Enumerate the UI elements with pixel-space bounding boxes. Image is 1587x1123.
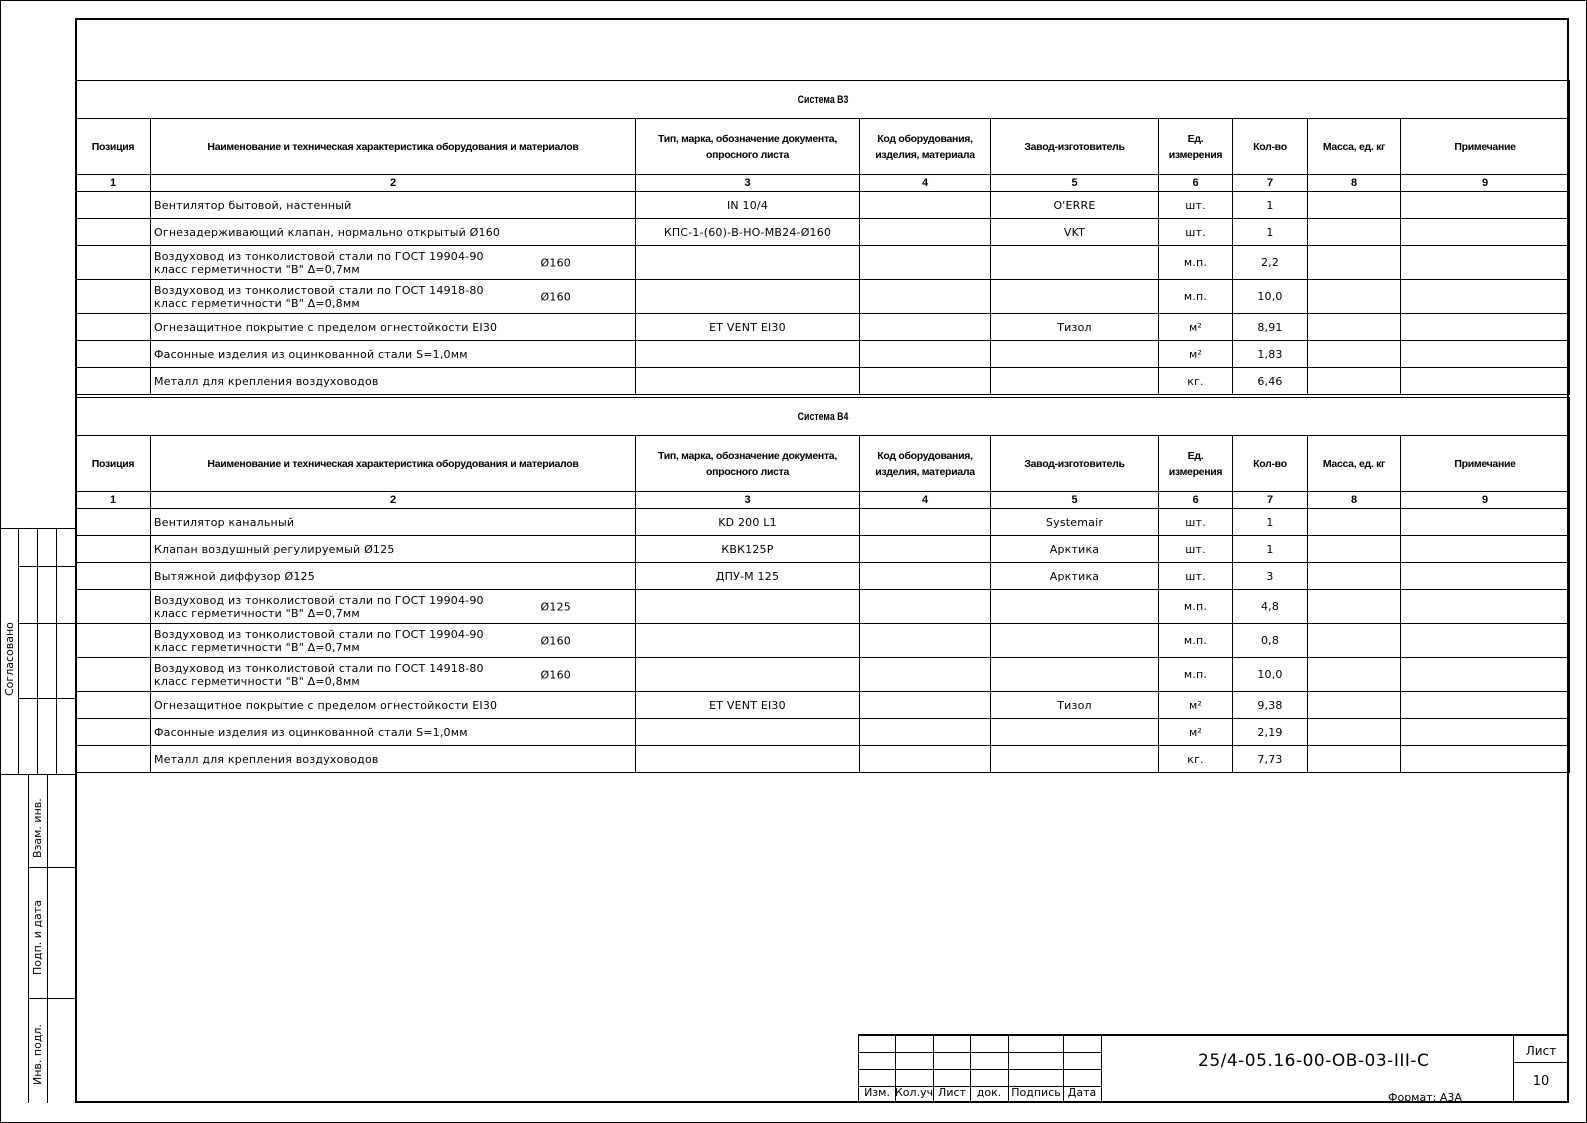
item-code — [860, 509, 991, 536]
item-unit: м² — [1159, 719, 1233, 746]
agreed-strip — [0, 528, 75, 774]
item-mass — [1308, 536, 1401, 563]
item-type: IN 10/4 — [636, 192, 860, 219]
column-header: Примечание — [1401, 436, 1570, 492]
item-mass — [1308, 746, 1401, 773]
column-header: Наименование и техническая характеристика оборудования и материалов — [151, 119, 636, 175]
item-name-text: Воздуховод из тонколистовой стали по ГОСТ 19904-90 класс герметичности "В" Δ=0,7мм — [154, 593, 484, 620]
item-type — [636, 719, 860, 746]
item-note — [1401, 536, 1570, 563]
column-header: Завод-изготовитель — [991, 436, 1159, 492]
column-number: 3 — [636, 492, 860, 509]
item-name — [151, 692, 636, 719]
item-maker: Systemair — [991, 509, 1159, 536]
item-mass — [1308, 692, 1401, 719]
item-name-text: Вентилятор канальный — [154, 515, 295, 529]
item-name-text: Вентилятор бытовой, настенный — [154, 198, 352, 212]
item-name-text: Металл для крепления воздуховодов — [154, 374, 379, 388]
item-quantity: 1 — [1233, 509, 1308, 536]
table-row — [76, 509, 1570, 536]
table-row — [76, 368, 1570, 395]
column-number: 9 — [1401, 492, 1570, 509]
table-row — [76, 246, 1570, 280]
position-cell — [76, 624, 151, 658]
position-cell — [76, 746, 151, 773]
item-name-text: Металл для крепления воздуховодов — [154, 752, 379, 766]
position-cell — [76, 509, 151, 536]
column-header: Тип, марка, обозначение документа, опросного листа — [636, 436, 860, 492]
stamp-label-doc: док. — [976, 1086, 1002, 1099]
format-label: Формат: А3А — [1388, 1091, 1462, 1104]
column-number: 7 — [1233, 175, 1308, 192]
item-note — [1401, 246, 1570, 280]
item-quantity: 9,38 — [1233, 692, 1308, 719]
item-name — [151, 590, 636, 624]
sheet-number: 10 — [1532, 1074, 1550, 1089]
position-cell — [76, 192, 151, 219]
item-mass — [1308, 192, 1401, 219]
item-type: ДПУ-М 125 — [636, 563, 860, 590]
item-code — [860, 624, 991, 658]
column-number: 2 — [151, 175, 636, 192]
stamp-label-signature: Подпись — [1011, 1086, 1061, 1099]
item-mass — [1308, 368, 1401, 395]
table-row — [76, 624, 1570, 658]
item-diameter: Ø160 — [540, 256, 571, 269]
position-cell — [76, 590, 151, 624]
table-row — [76, 719, 1570, 746]
item-type — [636, 590, 860, 624]
item-type — [636, 746, 860, 773]
item-note — [1401, 219, 1570, 246]
table-row — [76, 590, 1570, 624]
item-name — [151, 280, 636, 314]
item-note — [1401, 658, 1570, 692]
item-mass — [1308, 624, 1401, 658]
position-cell — [76, 314, 151, 341]
item-mass — [1308, 280, 1401, 314]
item-quantity: 6,46 — [1233, 368, 1308, 395]
table-row — [76, 692, 1570, 719]
item-type: ET VENT EI30 — [636, 692, 860, 719]
item-name — [151, 192, 636, 219]
system-title: Система В4 — [225, 398, 1420, 436]
item-type — [636, 368, 860, 395]
stamp-label-change: Изм. — [864, 1086, 890, 1099]
item-unit: шт. — [1159, 536, 1233, 563]
item-name — [151, 746, 636, 773]
item-name — [151, 719, 636, 746]
column-number: 2 — [151, 492, 636, 509]
item-quantity: 7,73 — [1233, 746, 1308, 773]
column-header: Примечание — [1401, 119, 1570, 175]
column-number: 3 — [636, 175, 860, 192]
column-number: 1 — [76, 492, 151, 509]
item-maker: Тизол — [991, 314, 1159, 341]
item-name — [151, 219, 636, 246]
item-name-text: Фасонные изделия из оцинкованной стали S=1,0мм — [154, 347, 468, 361]
item-note — [1401, 314, 1570, 341]
item-code — [860, 280, 991, 314]
item-maker — [991, 658, 1159, 692]
item-type — [636, 246, 860, 280]
item-mass — [1308, 719, 1401, 746]
item-mass — [1308, 509, 1401, 536]
stamp-label-sheet: Лист — [938, 1086, 966, 1099]
column-number: 8 — [1308, 175, 1401, 192]
item-code — [860, 192, 991, 219]
item-quantity: 4,8 — [1233, 590, 1308, 624]
system-title: Система В3 — [225, 81, 1420, 119]
table-row — [76, 746, 1570, 773]
item-name-text: Воздуховод из тонколистовой стали по ГОСТ 19904-90 класс герметичности "В" Δ=0,7мм — [154, 249, 484, 276]
inv-replace-label: Взам. инв. — [31, 798, 44, 858]
item-name — [151, 341, 636, 368]
column-header: Завод-изготовитель — [991, 119, 1159, 175]
stamp-label-count: Кол.уч — [895, 1086, 934, 1099]
position-cell — [76, 368, 151, 395]
item-mass — [1308, 246, 1401, 280]
item-mass — [1308, 219, 1401, 246]
item-code — [860, 246, 991, 280]
column-number: 1 — [76, 175, 151, 192]
column-header: Позиция — [76, 119, 151, 175]
item-type: КПС-1-(60)-В-НО-МВ24-Ø160 — [636, 219, 860, 246]
table-row — [76, 341, 1570, 368]
item-code — [860, 719, 991, 746]
item-mass — [1308, 590, 1401, 624]
item-unit: м² — [1159, 341, 1233, 368]
item-unit: м.п. — [1159, 246, 1233, 280]
item-note — [1401, 192, 1570, 219]
item-quantity: 10,0 — [1233, 280, 1308, 314]
item-quantity: 1 — [1233, 219, 1308, 246]
column-header: Ед. измерения — [1159, 436, 1233, 492]
item-note — [1401, 509, 1570, 536]
item-code — [860, 219, 991, 246]
item-name — [151, 246, 636, 280]
item-maker: VKT — [991, 219, 1159, 246]
item-maker — [991, 246, 1159, 280]
item-quantity: 1 — [1233, 536, 1308, 563]
column-header: Код оборудования, изделия, материала — [860, 119, 991, 175]
item-unit: м.п. — [1159, 590, 1233, 624]
table-row — [76, 536, 1570, 563]
item-maker: Арктика — [991, 536, 1159, 563]
position-cell — [76, 280, 151, 314]
item-note — [1401, 719, 1570, 746]
table-row — [76, 280, 1570, 314]
stamp-label-date: Дата — [1067, 1086, 1097, 1099]
item-mass — [1308, 563, 1401, 590]
item-name — [151, 563, 636, 590]
item-unit: шт. — [1159, 563, 1233, 590]
column-number: 8 — [1308, 492, 1401, 509]
item-type: ET VENT EI30 — [636, 314, 860, 341]
sign-date-label: Подп. и дата — [31, 900, 44, 975]
item-name — [151, 314, 636, 341]
item-unit: шт. — [1159, 219, 1233, 246]
document-code: 25/4-05.16-00-ОВ-03-III-С — [1198, 1051, 1430, 1071]
item-name-text: Воздуховод из тонколистовой стали по ГОСТ 14918-80 класс герметичности "В" Δ=0,8мм — [154, 283, 484, 310]
item-maker: Тизол — [991, 692, 1159, 719]
item-diameter: Ø160 — [540, 668, 571, 681]
position-cell — [76, 658, 151, 692]
item-name — [151, 536, 636, 563]
item-maker — [991, 719, 1159, 746]
column-header: Масса, ед. кг — [1308, 119, 1401, 175]
table-row — [76, 314, 1570, 341]
position-cell — [76, 246, 151, 280]
column-number: 5 — [991, 175, 1159, 192]
item-diameter: Ø125 — [540, 600, 571, 613]
sheet-label: Лист — [1525, 1044, 1557, 1058]
position-cell — [76, 536, 151, 563]
item-code — [860, 746, 991, 773]
spec-table-2 — [75, 397, 1570, 773]
item-code — [860, 536, 991, 563]
item-name-text: Огнезадерживающий клапан, нормально открытый Ø160 — [154, 225, 501, 239]
item-maker — [991, 368, 1159, 395]
item-mass — [1308, 314, 1401, 341]
item-maker — [991, 746, 1159, 773]
item-unit: м² — [1159, 314, 1233, 341]
item-maker — [991, 341, 1159, 368]
table-row — [76, 563, 1570, 590]
table-row — [76, 219, 1570, 246]
item-type: КВК125Р — [636, 536, 860, 563]
column-header: Наименование и техническая характеристика оборудования и материалов — [151, 436, 636, 492]
item-note — [1401, 280, 1570, 314]
item-name — [151, 509, 636, 536]
item-code — [860, 563, 991, 590]
item-name — [151, 624, 636, 658]
item-diameter: Ø160 — [540, 290, 571, 303]
item-diameter: Ø160 — [540, 634, 571, 647]
item-name-text: Огнезащитное покрытие с пределом огнестойкости EI30 — [154, 320, 498, 334]
item-note — [1401, 563, 1570, 590]
item-name-text: Клапан воздушный регулируемый Ø125 — [154, 542, 395, 556]
position-cell — [76, 341, 151, 368]
position-cell — [76, 563, 151, 590]
item-code — [860, 341, 991, 368]
table-row — [76, 658, 1570, 692]
column-number: 6 — [1159, 175, 1233, 192]
item-name-text: Фасонные изделия из оцинкованной стали S=1,0мм — [154, 725, 468, 739]
item-quantity: 0,8 — [1233, 624, 1308, 658]
position-cell — [76, 219, 151, 246]
column-header: Позиция — [76, 436, 151, 492]
item-type — [636, 341, 860, 368]
item-unit: м.п. — [1159, 658, 1233, 692]
item-note — [1401, 624, 1570, 658]
column-number: 9 — [1401, 175, 1570, 192]
item-mass — [1308, 658, 1401, 692]
column-header: Кол-во — [1233, 436, 1308, 492]
item-quantity: 8,91 — [1233, 314, 1308, 341]
item-name — [151, 368, 636, 395]
agreed-label: Согласовано — [3, 622, 16, 696]
item-note — [1401, 746, 1570, 773]
item-quantity: 2,2 — [1233, 246, 1308, 280]
item-type: KD 200 L1 — [636, 509, 860, 536]
item-unit: шт. — [1159, 192, 1233, 219]
item-maker: O'ERRE — [991, 192, 1159, 219]
item-name-text: Воздуховод из тонколистовой стали по ГОСТ 19904-90 класс герметичности "В" Δ=0,7мм — [154, 627, 484, 654]
item-quantity: 1,83 — [1233, 341, 1308, 368]
item-unit: м.п. — [1159, 624, 1233, 658]
item-quantity: 10,0 — [1233, 658, 1308, 692]
item-name — [151, 658, 636, 692]
item-unit: м² — [1159, 692, 1233, 719]
item-note — [1401, 341, 1570, 368]
item-note — [1401, 590, 1570, 624]
item-name-text: Вытяжной диффузор Ø125 — [154, 569, 315, 583]
item-unit: шт. — [1159, 509, 1233, 536]
item-quantity: 2,19 — [1233, 719, 1308, 746]
column-number: 7 — [1233, 492, 1308, 509]
table-row — [76, 192, 1570, 219]
item-maker — [991, 624, 1159, 658]
item-code — [860, 658, 991, 692]
item-name-text: Огнезащитное покрытие с пределом огнестойкости EI30 — [154, 698, 498, 712]
item-type — [636, 280, 860, 314]
item-code — [860, 692, 991, 719]
item-quantity: 3 — [1233, 563, 1308, 590]
position-cell — [76, 692, 151, 719]
item-unit: кг. — [1159, 368, 1233, 395]
item-type — [636, 658, 860, 692]
column-header: Кол-во — [1233, 119, 1308, 175]
item-maker: Арктика — [991, 563, 1159, 590]
item-name-text: Воздуховод из тонколистовой стали по ГОСТ 14918-80 класс герметичности "В" Δ=0,8мм — [154, 661, 484, 688]
item-maker — [991, 590, 1159, 624]
column-header: Код оборудования, изделия, материала — [860, 436, 991, 492]
position-cell — [76, 719, 151, 746]
item-maker — [991, 280, 1159, 314]
item-type — [636, 624, 860, 658]
item-code — [860, 368, 991, 395]
column-header: Масса, ед. кг — [1308, 436, 1401, 492]
item-mass — [1308, 341, 1401, 368]
inv-orig-label: Инв. подл. — [31, 1024, 44, 1085]
item-note — [1401, 368, 1570, 395]
column-number: 4 — [860, 492, 991, 509]
item-quantity: 1 — [1233, 192, 1308, 219]
column-number: 6 — [1159, 492, 1233, 509]
item-note — [1401, 692, 1570, 719]
spec-table-1 — [75, 80, 1570, 395]
column-header: Тип, марка, обозначение документа, опросного листа — [636, 119, 860, 175]
item-unit: кг. — [1159, 746, 1233, 773]
column-header: Ед. измерения — [1159, 119, 1233, 175]
item-unit: м.п. — [1159, 280, 1233, 314]
item-code — [860, 590, 991, 624]
item-code — [860, 314, 991, 341]
column-number: 4 — [860, 175, 991, 192]
column-number: 5 — [991, 492, 1159, 509]
